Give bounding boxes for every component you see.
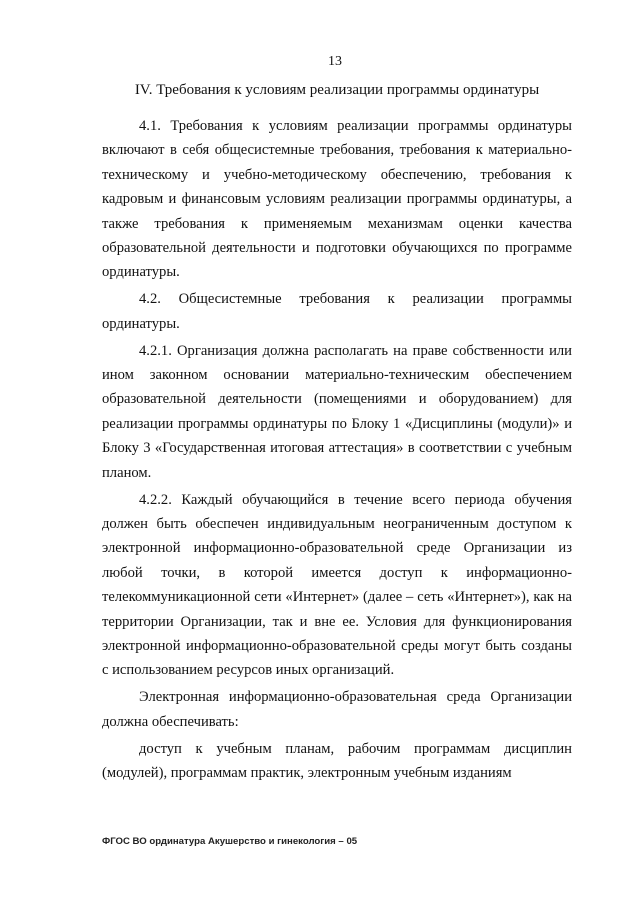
section-heading: IV. Требования к условиям реализации программы ординатуры (134, 82, 540, 98)
page-number: 13 (328, 54, 342, 69)
paragraph-eios-intro: Электронная информационно-образовательная среда Организации должна обеспечивать: (102, 689, 572, 730)
paragraph-4-2: 4.2. Общесистемные требования к реализации программы ординатуры. (102, 291, 572, 332)
paragraph-4-1: 4.1. Требования к условиям реализации программы ординатуры включают в себя общесистемные требования, требования к материально-техническому и учебно-методическому обеспечению, требования к кадровым и финансовым условиям реализации программы ординатуры, а также требования к применяемым механизмам оценки качества образовательной деятельности и подготовки обучающихся по программе ординатуры. (102, 118, 572, 281)
paragraph-4-2-1: 4.2.1. Организация должна располагать на праве собственности или ином законном основании материально-техническим обеспечением образовательной деятельности (помещениями и оборудованием) для реализации программы ординатуры по Блоку 1 «Дисциплины (модули)» и Блоку 3 «Государственная итоговая аттестация» в соответствии с учебным планом. (102, 342, 572, 481)
paragraph-access-item: доступ к учебным планам, рабочим программам дисциплин (модулей), программам практик, электронным учебным изданиям (102, 740, 572, 782)
document-body (102, 114, 572, 788)
paragraph-4-2-2: 4.2.2. Каждый обучающийся в течение всего периода обучения должен быть обеспечен индивидуальным неограниченным доступом к электронной информационно-образовательной среде Организации из любой точки, в которой имеется доступ к информационно-телекоммуникационной сети «Интернет» (далее – сеть «Интернет»), как на территории Организации, так и вне ее. Условия для функционирования электронной информационно-образовательной среды могут быть созданы с использованием ресурсов иных организаций. (102, 491, 572, 679)
footer-label: ФГОС ВО ординатура Акушерство и гинекология – 05 (102, 836, 358, 847)
